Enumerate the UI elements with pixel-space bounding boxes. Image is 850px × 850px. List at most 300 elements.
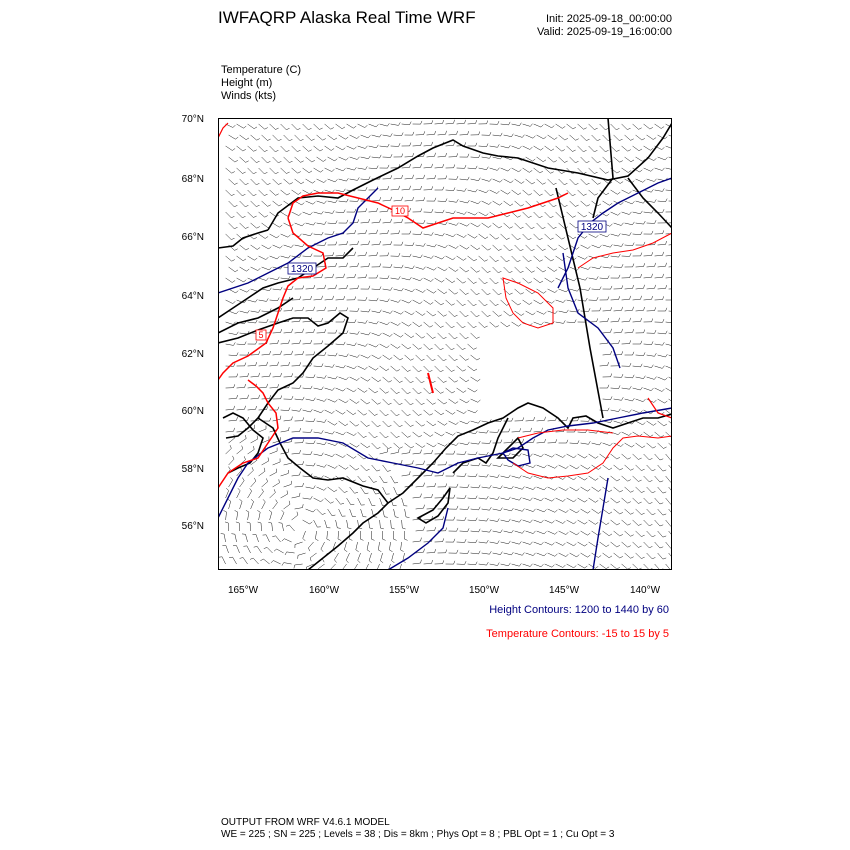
wind-barb	[336, 498, 341, 504]
wind-barb-feather	[652, 296, 653, 299]
wind-barb	[270, 472, 277, 476]
wind-barb	[526, 135, 533, 138]
wind-barb	[358, 255, 366, 256]
wind-barb	[534, 146, 541, 150]
wind-barb-feather	[366, 230, 367, 233]
wind-barb	[248, 146, 254, 151]
wind-barb-feather	[386, 392, 389, 394]
wind-barb	[581, 487, 588, 491]
wind-barb-feather	[584, 215, 587, 217]
wind-barb-feather	[349, 539, 352, 540]
wind-barb	[284, 463, 292, 465]
wind-barb-feather	[476, 120, 477, 123]
wind-barb-feather	[421, 186, 422, 189]
wind-barb-feather	[628, 524, 631, 526]
wind-barb-feather	[444, 292, 447, 294]
wind-barb-feather	[465, 337, 468, 338]
wind-barb-feather	[267, 161, 270, 162]
wind-barb	[471, 487, 479, 488]
wind-barb-feather	[508, 519, 510, 522]
wind-barb-feather	[456, 422, 459, 424]
wind-barb	[636, 443, 643, 448]
svg-text:5: 5	[258, 330, 264, 340]
wind-barb	[303, 454, 311, 455]
wind-barb	[581, 509, 588, 513]
wind-barb	[438, 134, 446, 135]
wind-barb	[581, 179, 587, 185]
wind-barb-feather	[545, 439, 546, 442]
wind-barb-feather	[457, 153, 458, 156]
wind-barb	[493, 311, 499, 316]
wind-barb	[633, 432, 640, 436]
wind-barb-feather	[529, 170, 532, 172]
wind-barb	[468, 190, 476, 192]
wind-barb	[460, 487, 468, 488]
wind-barb-feather	[465, 165, 466, 168]
wind-barb	[367, 542, 369, 550]
wind-barb-feather	[376, 494, 380, 495]
wind-barb	[600, 454, 607, 459]
wind-barb-feather	[666, 241, 667, 244]
wind-barb-feather	[297, 128, 300, 129]
wind-barb-feather	[641, 364, 643, 367]
height-contour-label	[288, 263, 316, 275]
wind-barb-feather	[477, 379, 480, 381]
wind-barb	[346, 553, 349, 560]
wind-barb-feather	[619, 275, 620, 278]
wind-barb-feather	[477, 358, 480, 360]
wind-barb-feather	[498, 541, 500, 544]
wind-barb	[229, 223, 235, 229]
wind-barb	[468, 344, 474, 349]
wind-barb	[504, 443, 512, 444]
wind-barb	[512, 564, 520, 566]
wind-barb	[380, 388, 386, 393]
wind-barb	[413, 453, 421, 454]
wind-barb	[427, 421, 433, 426]
wind-barb	[226, 146, 233, 151]
wind-barb	[570, 553, 577, 557]
wind-barb-feather	[512, 418, 513, 421]
wind-barb	[282, 523, 284, 531]
wind-barb	[380, 432, 386, 438]
wind-barb-feather	[541, 302, 544, 304]
wind-barb-feather	[303, 439, 304, 442]
wind-barb	[545, 498, 552, 501]
wind-barb	[658, 266, 666, 267]
wind-barb	[647, 179, 655, 182]
wind-barb-feather	[434, 244, 436, 247]
wind-barb	[317, 399, 325, 401]
wind-barb	[383, 377, 389, 382]
wind-barb-feather	[641, 253, 642, 256]
wind-barb	[592, 267, 600, 269]
wind-barb-feather	[465, 561, 467, 564]
wind-barb	[372, 465, 377, 471]
wind-barb-feather	[509, 271, 512, 272]
wind-barb	[402, 300, 409, 303]
wind-barb	[427, 267, 434, 270]
wind-barb-feather	[398, 323, 401, 325]
wind-barb	[567, 278, 575, 281]
wind-barb-feather	[271, 561, 274, 563]
wind-barb-feather	[377, 230, 378, 233]
wind-barb-feather	[289, 408, 291, 411]
wind-barb-feather	[563, 300, 565, 303]
wind-barb-feather	[577, 467, 580, 469]
wind-barb	[526, 487, 534, 490]
wind-barb-feather	[302, 244, 304, 247]
wind-barb	[501, 520, 509, 522]
wind-barb	[611, 520, 617, 525]
wind-barb-feather	[620, 512, 623, 514]
wind-barb-feather	[321, 211, 323, 214]
wind-barb	[339, 465, 346, 469]
wind-barb	[350, 266, 358, 267]
wind-barb-feather	[663, 274, 664, 277]
wind-barb-feather	[660, 503, 663, 504]
wind-barb-feather	[629, 433, 632, 435]
wind-barb	[501, 542, 509, 544]
wind-barb-feather	[245, 227, 248, 229]
wind-barb-feather	[487, 430, 489, 433]
wind-barb-feather	[303, 504, 304, 507]
wind-barb	[325, 299, 333, 300]
wind-barb	[655, 454, 660, 460]
wind-barb	[402, 388, 408, 394]
wind-barb-feather	[390, 334, 393, 336]
wind-barb-feather	[621, 223, 623, 226]
wind-barb	[460, 267, 466, 272]
wind-barb	[460, 135, 468, 136]
wind-barb-feather	[629, 410, 631, 413]
wind-barb	[435, 366, 441, 372]
wind-barb	[468, 520, 476, 521]
wind-barb	[347, 366, 355, 369]
wind-barb-feather	[269, 267, 271, 270]
wind-barb-feather	[388, 425, 391, 426]
wind-barb-feather	[322, 453, 324, 456]
wind-barb-feather	[267, 406, 268, 409]
wind-barb-feather	[334, 490, 337, 492]
wind-barb	[325, 498, 331, 503]
wind-barb-feather	[630, 386, 632, 389]
wind-barb	[658, 333, 666, 334]
wind-barb-feather	[276, 500, 278, 503]
wind-barb	[325, 432, 333, 434]
wind-barb	[237, 387, 245, 388]
wind-barb-feather	[312, 160, 315, 162]
wind-barb	[328, 465, 335, 468]
wind-barb	[424, 234, 432, 235]
wind-barb-feather	[443, 210, 445, 213]
wind-barb-feather	[630, 274, 631, 277]
wind-barb-feather	[653, 423, 656, 425]
wind-barb	[248, 366, 256, 367]
wind-barb-feather	[487, 518, 489, 521]
wind-barb	[402, 189, 410, 190]
wind-barb-feather	[289, 139, 292, 140]
wind-barb-feather	[499, 315, 502, 317]
wind-barb	[427, 487, 435, 488]
wind-barb-feather	[577, 288, 579, 291]
wind-barb-feather	[595, 215, 598, 217]
wind-barb-feather	[544, 509, 546, 512]
wind-barb-feather	[478, 400, 481, 403]
wind-barb	[306, 157, 312, 162]
wind-barb-feather	[476, 143, 477, 146]
wind-barb-feather	[454, 451, 455, 454]
wind-barb-feather	[402, 197, 403, 200]
wind-barb	[306, 421, 314, 422]
wind-barb	[457, 190, 465, 191]
wind-barb	[339, 179, 347, 181]
wind-barb	[306, 332, 314, 333]
wind-barb	[328, 157, 335, 161]
wind-barb	[537, 311, 544, 314]
wind-barb-feather	[336, 221, 338, 224]
wind-barb	[350, 465, 356, 470]
wind-barb	[548, 487, 555, 490]
wind-barb	[402, 278, 410, 280]
wind-barb	[240, 481, 245, 488]
wind-barb-feather	[608, 408, 610, 411]
wind-barb-feather	[435, 549, 436, 552]
wind-barb-feather	[454, 539, 455, 542]
wind-barb-feather	[374, 436, 377, 437]
wind-barb-feather	[523, 417, 524, 420]
wind-barb	[284, 179, 290, 184]
wind-barb-feather	[479, 551, 481, 554]
wind-barb-feather	[650, 148, 653, 150]
wind-barb	[358, 388, 365, 392]
wind-barb-feather	[566, 532, 569, 534]
wind-barb-feather	[456, 443, 458, 446]
wind-barb-feather	[621, 202, 624, 204]
wind-barb-feather	[490, 440, 492, 443]
wind-barb-feather	[279, 225, 282, 227]
wind-barb	[614, 421, 622, 423]
wind-barb	[416, 267, 424, 269]
wind-barb-feather	[399, 276, 401, 279]
wind-barb	[600, 168, 606, 173]
wind-barb	[336, 432, 344, 435]
wind-barb-feather	[292, 417, 293, 420]
wind-barb-feather	[356, 468, 359, 470]
wind-barb	[611, 124, 617, 130]
wind-barb	[303, 520, 310, 524]
wind-barb	[314, 168, 321, 172]
wind-barb	[658, 487, 663, 493]
wind-barb	[325, 388, 333, 390]
wind-barb	[413, 146, 421, 147]
wind-barb-feather	[419, 348, 422, 350]
wind-barb	[482, 289, 488, 295]
wind-barb	[416, 289, 423, 293]
wind-barb-feather	[543, 160, 546, 162]
wind-barb	[556, 520, 563, 524]
wind-barb-feather	[242, 446, 243, 449]
wind-barb-feather	[616, 128, 619, 129]
wind-barb	[424, 344, 430, 350]
wind-barb	[482, 465, 490, 466]
wind-barb-feather	[663, 209, 665, 212]
wind-barb-feather	[609, 203, 612, 205]
wind-barb-feather	[629, 191, 632, 193]
wind-barb-feather	[409, 324, 412, 326]
wind-barb	[435, 167, 443, 168]
wind-barb-feather	[544, 465, 546, 468]
wind-barb-feather	[254, 237, 257, 239]
wind-barb-feather	[380, 264, 381, 267]
wind-barb-feather	[650, 435, 653, 437]
wind-barb	[270, 190, 276, 195]
wind-barb-feather	[366, 297, 367, 300]
wind-barb	[534, 564, 542, 567]
wind-barb-feather	[660, 547, 663, 548]
wind-barb-feather	[374, 517, 378, 518]
height-contour-legend: Height Contours: 1200 to 1440 by 60	[489, 604, 669, 616]
wind-barb-feather	[563, 279, 566, 281]
wind-barb-feather	[229, 557, 233, 558]
wind-barb-feather	[433, 403, 436, 405]
wind-barb-feather	[303, 397, 305, 400]
wind-barb-feather	[432, 359, 435, 360]
wind-barb-feather	[435, 175, 436, 178]
wind-barb	[567, 476, 574, 480]
wind-barb-feather	[631, 139, 634, 141]
wind-barb-feather	[264, 150, 267, 151]
temperature-contour-legend: Temperature Contours: -15 to 15 by 5	[486, 628, 669, 640]
wind-barb-feather	[598, 556, 601, 558]
wind-barb	[578, 476, 585, 480]
wind-barb-feather	[488, 249, 491, 251]
wind-barb	[380, 278, 388, 279]
wind-barb-feather	[540, 194, 543, 196]
wind-barb	[336, 410, 343, 414]
wind-barb-feather	[622, 285, 623, 288]
wind-barb-feather	[397, 346, 400, 348]
wind-barb	[262, 461, 269, 465]
wind-barb-feather	[641, 274, 642, 277]
wind-barb	[644, 146, 651, 150]
wind-barb	[402, 498, 404, 506]
wind-barb	[548, 420, 556, 421]
wind-barb	[402, 475, 410, 476]
wind-barb-feather	[453, 433, 456, 436]
wind-barb-feather	[282, 539, 285, 541]
wind-barb-feather	[256, 205, 259, 206]
wind-barb	[281, 124, 287, 130]
wind-barb	[248, 512, 249, 520]
wind-barb-feather	[464, 235, 467, 237]
wind-barb-feather	[454, 120, 455, 123]
wind-barb-feather	[542, 428, 543, 431]
wind-barb-feather	[506, 282, 509, 283]
wind-barb	[567, 124, 573, 129]
wind-barb	[581, 465, 588, 469]
wind-barb	[603, 311, 611, 312]
wind-barb-feather	[392, 561, 395, 563]
wind-barb	[303, 321, 311, 322]
wind-barb	[523, 542, 531, 545]
wind-barb-feather	[479, 132, 480, 135]
wind-barb-feather	[520, 123, 522, 126]
wind-barb	[229, 311, 237, 314]
wind-barb-feather	[532, 271, 535, 273]
wind-barb-feather	[221, 534, 224, 535]
wind-barb-feather	[346, 401, 349, 403]
wind-barb	[526, 553, 534, 556]
wind-barb	[262, 245, 269, 249]
wind-barb-feather	[387, 322, 389, 325]
wind-barb	[281, 256, 289, 258]
wind-barb-feather	[509, 293, 512, 295]
wind-barb	[479, 234, 486, 239]
wind-barb-feather	[631, 535, 634, 537]
wind-barb-feather	[366, 187, 368, 190]
wind-barb-feather	[600, 308, 601, 311]
wind-barb	[361, 244, 369, 245]
wind-barb-feather	[666, 308, 667, 311]
wind-barb	[545, 278, 552, 282]
wind-barb	[644, 432, 651, 437]
wind-barb-feather	[254, 150, 257, 152]
wind-barb	[504, 223, 510, 228]
wind-barb-feather	[574, 299, 576, 302]
wind-barb-feather	[649, 524, 652, 525]
wind-barb	[233, 557, 237, 564]
wind-barb	[380, 452, 388, 454]
wind-barb	[515, 531, 523, 533]
wind-barb	[402, 167, 410, 168]
wind-barb-feather	[377, 470, 380, 471]
wind-barb	[460, 179, 468, 180]
wind-barb-feather	[619, 340, 620, 343]
wind-barb-feather	[421, 164, 422, 167]
wind-barb-feather	[294, 565, 295, 568]
wind-barb	[339, 509, 342, 516]
wind-barb	[270, 212, 277, 217]
wind-barb	[270, 451, 278, 454]
wind-barb	[512, 476, 520, 478]
wind-barb	[548, 289, 555, 293]
wind-barb	[427, 179, 435, 180]
wind-barb	[501, 190, 508, 194]
wind-barb-feather	[566, 510, 569, 512]
wind-barb-feather	[508, 145, 510, 148]
wind-barb	[383, 399, 389, 405]
wind-barb-feather	[490, 463, 492, 466]
wind-barb-feather	[576, 247, 579, 249]
wind-barb	[303, 212, 311, 215]
wind-barb-feather	[588, 511, 591, 513]
wind-barb-feather	[402, 133, 404, 136]
wind-barb	[482, 487, 490, 488]
wind-barb-feather	[264, 194, 267, 195]
wind-barb-feather	[652, 231, 653, 234]
wind-barb	[559, 179, 565, 185]
wind-barb	[391, 124, 399, 125]
wind-barb-feather	[509, 249, 512, 250]
wind-barb-feather	[555, 466, 558, 469]
wind-barb-feather	[402, 265, 404, 268]
wind-barb-feather	[531, 428, 532, 431]
wind-barb-feather	[563, 565, 566, 567]
wind-barb	[358, 344, 366, 346]
wind-barb-feather	[574, 522, 577, 524]
wind-barb-feather	[369, 561, 372, 563]
